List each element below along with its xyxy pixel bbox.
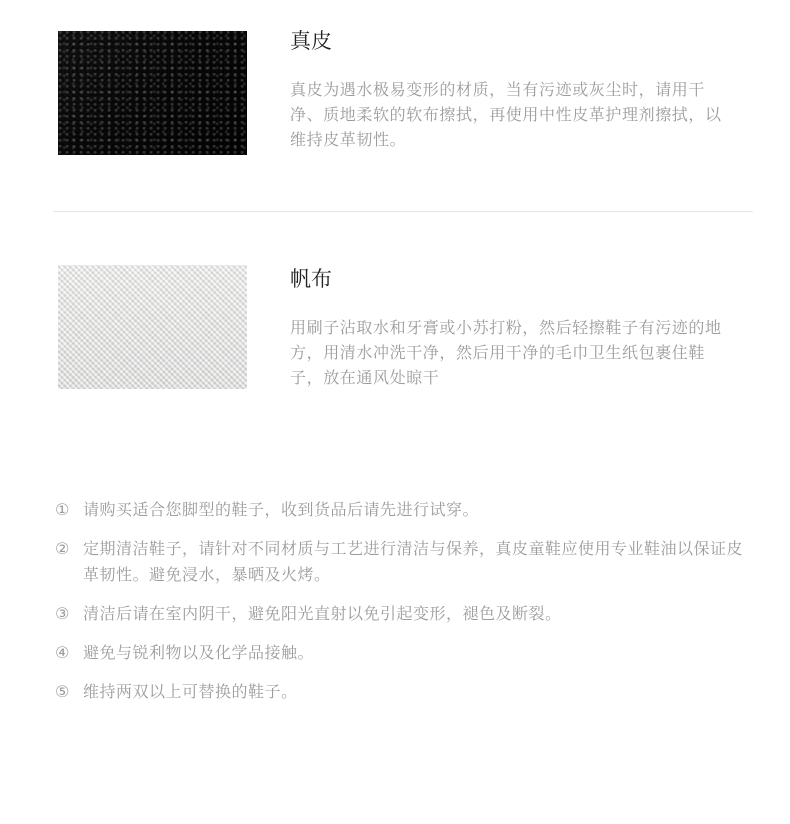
tip-text: 请购买适合您脚型的鞋子，收到货品后请先进行试穿。: [83, 500, 480, 519]
material-description: 用刷子沾取水和牙膏或小苏打粉，然后轻擦鞋子有污迹的地方，用清水冲洗干净，然后用干净的毛巾卫生纸包裹住鞋子，放在通风处晾干: [290, 318, 722, 387]
material-title: 帆布: [290, 267, 332, 291]
canvas-swatch-image: [58, 265, 247, 389]
list-item: [55, 601, 755, 627]
tip-number: ④: [55, 643, 70, 662]
care-tips-list: [55, 497, 755, 718]
list-item: [55, 679, 755, 705]
tip-text: 维持两双以上可替换的鞋子。: [83, 682, 298, 701]
tip-text: 定期清洁鞋子，请针对不同材质与工艺进行清洁与保养，真皮童鞋应使用专业鞋油以保证皮革韧性。避免浸水，暴晒及火烤。: [83, 539, 744, 584]
tip-number: ③: [55, 604, 70, 623]
list-item: [55, 497, 755, 523]
tip-text: 清洁后请在室内阴干，避免阳光直射以免引起变形，褪色及断裂。: [83, 604, 562, 623]
tip-number: ①: [55, 500, 70, 519]
list-item: [55, 536, 755, 588]
list-item: [55, 640, 755, 666]
tip-number: ②: [55, 539, 70, 558]
tip-number: ⑤: [55, 682, 70, 701]
leather-swatch-image: [58, 31, 247, 155]
tip-text: 避免与锐利物以及化学品接触。: [83, 643, 315, 662]
material-description: 真皮为遇水极易变形的材质，当有污迹或灰尘时，请用干净、质地柔软的软布擦拭，再使用中性皮革护理剂擦拭，以维持皮革韧性。: [290, 80, 722, 149]
material-title: 真皮: [290, 29, 332, 53]
section-divider: [53, 211, 753, 212]
